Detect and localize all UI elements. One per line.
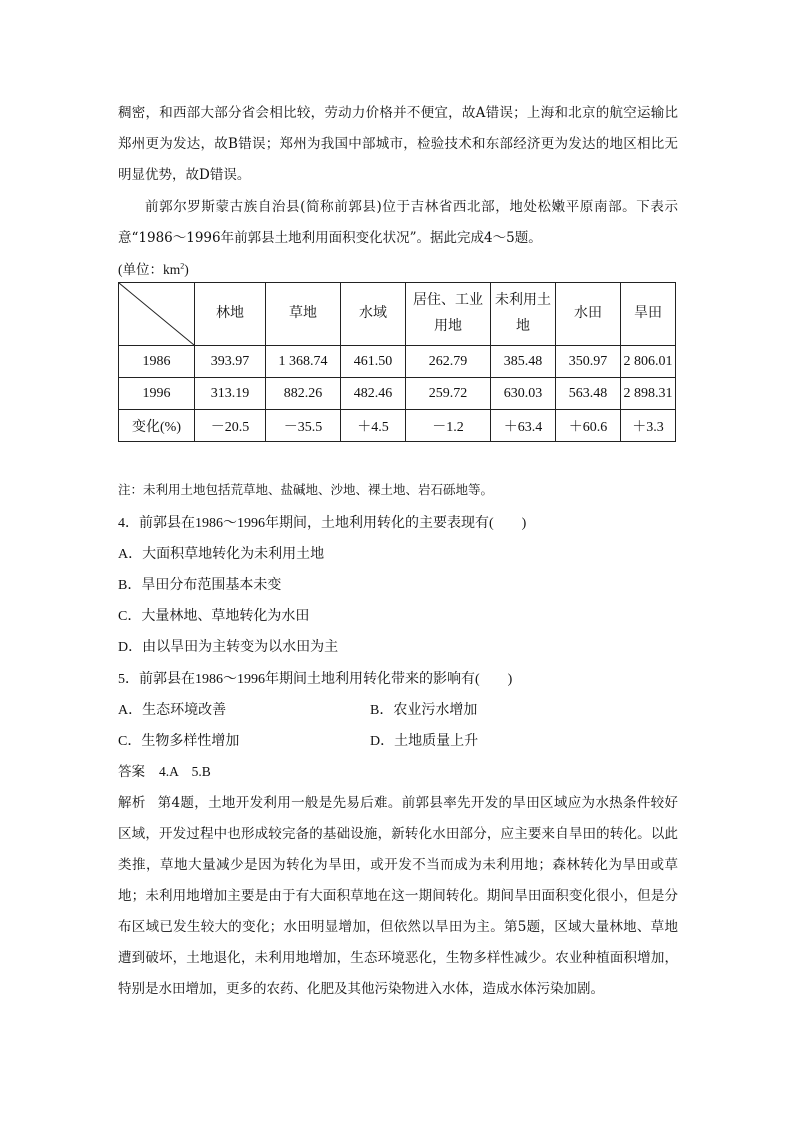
table-note: 注：未利用土地包括荒草地、盐碱地、沙地、裸土地、岩石砾地等。 xyxy=(118,482,494,497)
table-cell: 2 806.01 xyxy=(621,346,676,378)
table-cell: 630.03 xyxy=(491,378,556,410)
table-cell: 461.50 xyxy=(341,346,406,378)
table-cell: 563.48 xyxy=(556,378,621,410)
table-cell: 393.97 xyxy=(195,346,266,378)
row-label: 1986 xyxy=(119,346,195,378)
table-cell: 482.46 xyxy=(341,378,406,410)
answer-label: 答案 xyxy=(118,764,145,779)
table-cell: 2 898.31 xyxy=(621,378,676,410)
intro-paragraph-2: 前郭尔罗斯蒙古族自治县(简称前郭县)位于吉林省西北部，地处松嫩平原南部。下表示意“1986～1996年前郭县土地利用面积变化状况”。据此完成4～5题。 xyxy=(118,199,678,246)
table-unit xyxy=(118,258,189,278)
question-4-stem: 4．前郭县在1986～1996年期间，土地利用转化的主要表现有( ) xyxy=(118,516,527,531)
table-cell: 882.26 xyxy=(266,378,341,410)
table-row xyxy=(119,410,676,442)
header-grassland: 草地 xyxy=(266,283,341,346)
header-forest: 林地 xyxy=(195,283,266,346)
table-cell: 259.72 xyxy=(406,378,491,410)
table-cell: 262.79 xyxy=(406,346,491,378)
explanation-label: 解析 xyxy=(118,795,146,810)
answer-value: 4.A 5.B xyxy=(159,764,211,779)
question-5-option-d: D．土地质量上升 xyxy=(370,734,479,749)
question-5-option-b: B．农业污水增加 xyxy=(370,703,478,718)
land-use-table xyxy=(118,282,676,442)
answer-line xyxy=(118,760,211,780)
table-header-row xyxy=(119,283,676,346)
header-paddy: 水田 xyxy=(556,283,621,346)
table-cell: －35.5 xyxy=(266,410,341,442)
question-4-option-b: B．旱田分布范围基本未变 xyxy=(118,578,282,593)
question-5-option-a: A．生态环境改善 xyxy=(118,703,227,718)
table-cell: ＋4.5 xyxy=(341,410,406,442)
table-cell: 350.97 xyxy=(556,346,621,378)
table-cell: ＋60.6 xyxy=(556,410,621,442)
table-cell: ＋3.3 xyxy=(621,410,676,442)
header-water: 水域 xyxy=(341,283,406,346)
row-label: 1996 xyxy=(119,378,195,410)
table-cell: ＋63.4 xyxy=(491,410,556,442)
diagonal-header-cell xyxy=(119,283,195,346)
header-residential-industrial: 居住、工业用地 xyxy=(406,283,491,346)
explanation-text: 第4题，土地开发利用一般是先易后难。前郭县率先开发的旱田区域应为水热条件较好区域，开发过程中也形成较完备的基础设施，新转化水田部分，应主要来自旱田的转化。以此类推，草地大量减少是因为转化为旱田，或开发不当而成为未利用地；森林转化为旱田或草地；未利用地增加主要是由于有大面积草地在这一期间转化。期间旱田面积变化很小，但是分布区域已发生较大的变化；水田明显增加，但依然以旱田为主。第5题，区域大量林地、草地遭到破坏，土地退化，未利用地增加，生态环境恶化，生物多样性减少。农业种植面积增加，特别是水田增加，更多的农药、化肥及其他污染物进入水体，造成水体污染加剧。 xyxy=(118,795,679,997)
table-cell: －20.5 xyxy=(195,410,266,442)
intro-paragraph-1: 稠密，和西部大部分省会相比较，劳动力价格并不便宜，故A错误；上海和北京的航空运输比郑州更为发达，故B错误；郑州为我国中部城市，检验技术和东部经济更为发达的地区相比无明显优势，故D错误。 xyxy=(118,105,678,183)
explanation xyxy=(118,787,678,1005)
table-row xyxy=(119,346,676,378)
header-unused-land: 未利用土地 xyxy=(491,283,556,346)
table-cell: 313.19 xyxy=(195,378,266,410)
question-4-option-d: D．由以旱田为主转变为以水田为主 xyxy=(118,640,339,655)
question-5-option-c: C．生物多样性增加 xyxy=(118,734,240,749)
row-label: 变化(%) xyxy=(119,410,195,442)
table-cell: 1 368.74 xyxy=(266,346,341,378)
question-4-option-a: A．大面积草地转化为未利用土地 xyxy=(118,547,325,562)
table-cell: －1.2 xyxy=(406,410,491,442)
header-dry-field: 旱田 xyxy=(621,283,676,346)
question-5-stem: 5．前郭县在1986～1996年期间土地利用转化带来的影响有( ) xyxy=(118,672,513,687)
unit-superscript: 2 xyxy=(180,261,185,271)
unit-text: (单位：km xyxy=(118,262,181,277)
unit-close: ) xyxy=(184,262,189,277)
table-row xyxy=(119,378,676,410)
table-cell: 385.48 xyxy=(491,346,556,378)
diagonal-line xyxy=(119,283,194,345)
question-4-option-c: C．大量林地、草地转化为水田 xyxy=(118,609,310,624)
